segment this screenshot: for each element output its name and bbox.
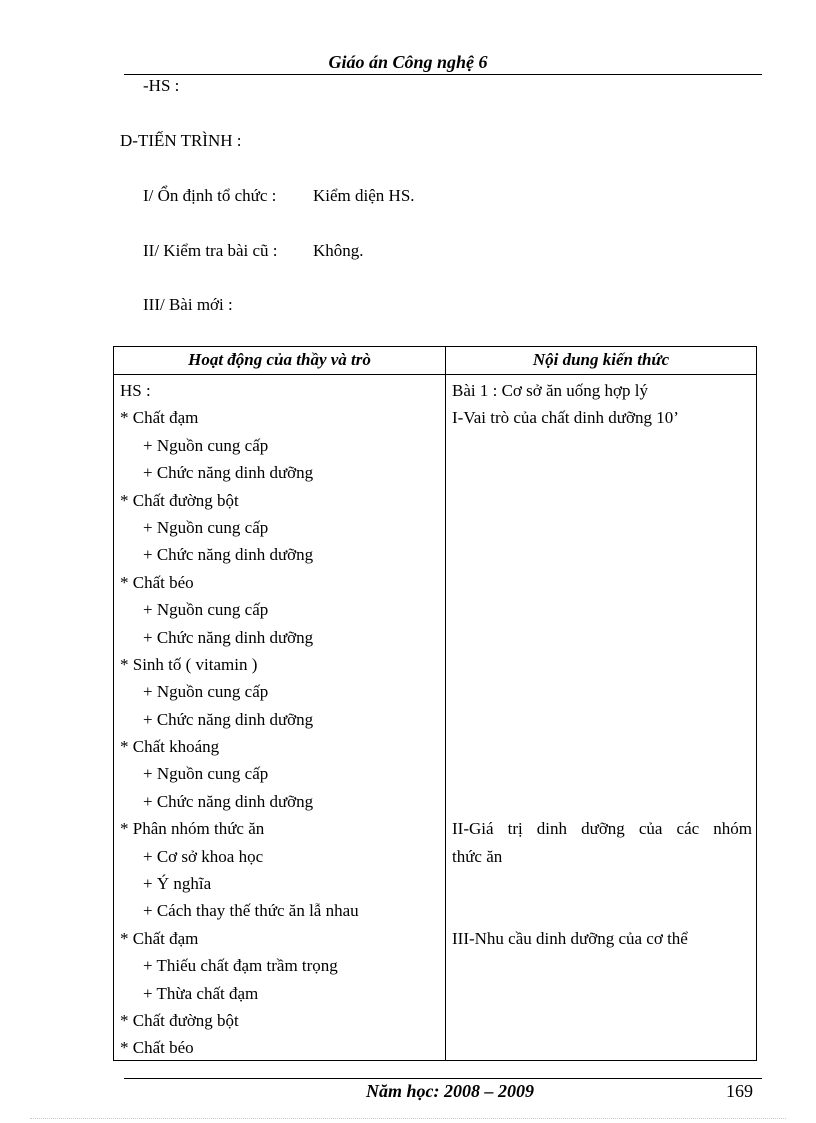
table-row: + Chức năng dinh dưỡng [143,463,314,483]
footer-school-year: Năm học: 2008 – 2009 [366,1081,534,1101]
table-row [452,870,752,897]
table-row: + Chức năng dinh dưỡng [143,627,314,647]
hs-line: -HS : [143,76,180,95]
table-row: II-Giá trị dinh dưỡng của các nhóm [452,819,752,839]
table-row [452,897,752,924]
header-title: Giáo án Công nghệ 6 [328,52,488,72]
table-row: + Nguồn cung cấp [143,764,269,784]
table-row: + Nguồn cung cấp [143,600,269,620]
table-row [452,541,752,568]
table-row [452,760,752,787]
lesson-table [113,346,757,1061]
table-row: I-Vai trò của chất dinh dưỡng 10’ [452,408,679,428]
table-row: * Chất béo [120,572,194,592]
table-row [452,432,752,459]
table-row [452,980,752,1007]
table-row: + Ý nghĩa [143,874,212,894]
table-row: + Nguồn cung cấp [143,517,269,537]
table-header-content: Nội dung kiến thức [532,350,670,369]
table-row [452,1007,752,1034]
table-row [452,514,752,541]
table-row [452,651,752,678]
table-row [452,569,752,596]
table-column-rule [445,347,446,1060]
step2-label: II/ Kiểm tra bài cũ : [143,241,278,260]
table-row: * Chất đường bột [120,1010,239,1030]
table-row: + Thiếu chất đạm trầm trọng [143,956,338,976]
table-row: + Nguồn cung cấp [143,682,269,702]
table-row: * Phân nhóm thức ăn [120,819,265,839]
table-row [452,459,752,486]
page-number: 169 [726,1081,753,1101]
table-row: + Chức năng dinh dưỡng [143,545,314,565]
table-header-rule [114,374,756,375]
table-row [452,596,752,623]
table-row [452,487,752,514]
table-row: + Chức năng dinh dưỡng [143,791,314,811]
table-row [452,733,752,760]
table-row: + Cơ sở khoa học [143,846,264,866]
section-d-heading: D-TIẾN TRÌNH : [120,131,242,150]
table-header-activities: Hoạt động của thầy và trò [188,350,371,369]
table-row: * Chất béo [120,1038,194,1058]
table-row: III-Nhu cầu dinh dưỡng của cơ thể [452,928,688,948]
header-rule [124,74,762,75]
table-row: + Thừa chất đạm [143,983,259,1003]
table-row: * Chất khoáng [120,737,220,757]
step1-label: I/ Ổn định tổ chức : [143,186,277,205]
step2-value: Không. [313,241,364,260]
table-row: + Chức năng dinh dưỡng [143,709,314,729]
table-row: Bài 1 : Cơ sở ăn uống hợp lý [452,381,649,400]
table-row [452,624,752,651]
table-row: * Chất đường bột [120,490,239,510]
step1-value: Kiểm diện HS. [313,186,415,205]
footer-rule [124,1078,762,1079]
step3-label: III/ Bài mới : [143,295,233,314]
table-row: thức ăn [452,846,503,866]
table-row [452,706,752,733]
table-row: + Cách thay thế thức ăn lẫ nhau [143,901,359,921]
table-row [452,1034,752,1061]
content-column [452,377,752,1062]
table-row: + Nguồn cung cấp [143,435,269,455]
table-row [452,788,752,815]
table-row [452,678,752,705]
table-row [452,952,752,979]
activities-column [120,377,440,1062]
table-row: * Chất đạm [120,408,199,428]
table-row: HS : [120,381,151,400]
page-bottom-dotted-rule [30,1118,786,1119]
table-row: * Sinh tố ( vitamin ) [120,654,258,674]
table-row: * Chất đạm [120,928,199,948]
